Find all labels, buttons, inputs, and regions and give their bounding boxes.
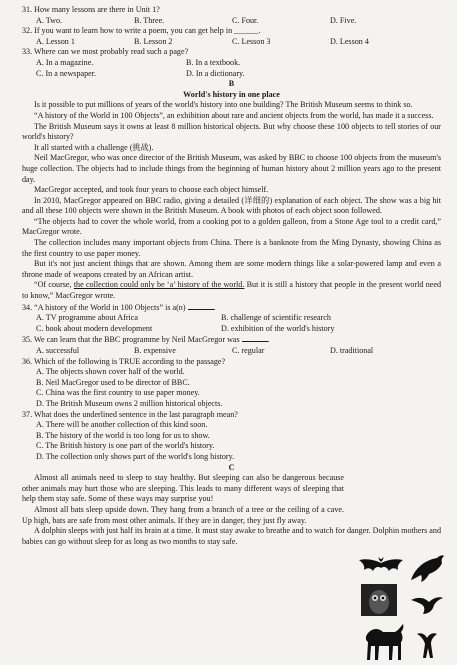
option-b[interactable]: B. Neil MacGregor used to be director of BBC. <box>36 377 190 387</box>
options <box>36 58 441 69</box>
question-stem: 36. Which of the following is TRUE according to the passage? <box>22 356 226 366</box>
section-c <box>22 463 441 548</box>
stem-text: 35. We can learn that the BBC programme by Neil MacGregor was <box>22 335 240 345</box>
option-c[interactable]: C. The British history is one part of the world's history. <box>36 441 215 451</box>
option-d[interactable]: D. The British Museum owns 2 million historical objects. <box>36 398 223 408</box>
option-a[interactable]: A. successful <box>36 346 80 355</box>
question-stem: 31. How many lessons are there in Unit 1? <box>22 5 160 14</box>
question-35 <box>22 334 441 356</box>
question-31 <box>22 0 441 26</box>
question-stem: 34. “A history of the World in 100 Objects” is a(n) . <box>22 302 216 312</box>
options <box>36 346 441 357</box>
question-stem: 33. Where can we most probably read such a page? <box>22 47 189 57</box>
text: But it is still a history that people in the present world need to know,” MacGregor wrote. <box>22 280 441 301</box>
option-c[interactable]: C. In a newspaper. <box>36 68 97 78</box>
option-a[interactable]: A. Two. <box>36 15 63 25</box>
options <box>36 69 441 80</box>
question-stem: 35. We can learn that the BBC programme by Neil MacGregor was . <box>22 335 270 345</box>
question-32 <box>22 26 441 47</box>
option-a[interactable]: A. The objects shown cover half of the world. <box>36 367 185 377</box>
option-a[interactable]: A. Lesson 1 <box>36 36 75 46</box>
options <box>36 37 441 48</box>
bat-icon <box>359 554 403 578</box>
answer-blank[interactable] <box>188 302 214 310</box>
horse-icon <box>359 622 407 662</box>
paragraph: A dolphin sleeps with just half its brain at a time. It must stay awake to breathe and to watch for danger. Dolphin mothers and babies can go without sleep for as long as two months to stay safe. <box>22 526 441 546</box>
paragraph-last <box>22 280 441 301</box>
underlined-sentence: the collection could only be ‘a’ history of the world. <box>73 280 245 290</box>
dolphin-icon <box>407 554 447 584</box>
option-c[interactable]: C. regular <box>232 346 265 355</box>
question-stem: 32. If you want to learn how to write a poem, you can get help in ______. <box>22 26 261 36</box>
option-b[interactable]: B. Three. <box>134 15 165 25</box>
option-c[interactable]: C. book about modern development <box>36 323 153 333</box>
question-37 <box>22 410 441 463</box>
paragraph: Neil MacGregor, who was once director of the British Museum, was asked by BBC to choose 100 objects from the museum's huge collection. The objects had to include things from the beginning of human history about 2 million years ago to the present day. <box>22 153 441 184</box>
paragraph: Almost all animals need to sleep to stay healthy. But sleeping can also be dangerous because other animals may hurt those who are sleeping. This leads to many different ways of sleeping that help them stay safe. Some of these ways may surprise you! <box>22 473 344 504</box>
option-d[interactable]: D. In a dictionary. <box>186 68 245 78</box>
stem-text: 34. “A history of the World in 100 Objects” is a(n) <box>22 302 186 312</box>
option-c[interactable]: C. China was the first country to use paper money. <box>36 388 200 398</box>
option-b[interactable]: B. The history of the world is too long for us to show. <box>36 430 210 440</box>
paragraph: Almost all bats sleep upside down. They hang from a branch of a tree or the ceiling of a cave. Up high, bats are safe from most other animals. If they are in danger, they just fly away. <box>22 504 344 525</box>
options <box>36 16 441 27</box>
owl-icon <box>361 584 397 616</box>
options <box>36 313 441 324</box>
bird-icon <box>409 588 445 618</box>
text: “Of course, <box>34 280 74 290</box>
paragraph: In 2010, MacGregor appeared on BBC radio, giving a detailed (详细的) explanation of each object. The show was a big hit and all these 100 objects were shown in the British Museum. A book with photos of each object soon followed. <box>22 195 441 216</box>
option-d[interactable]: D. traditional <box>330 346 374 355</box>
option-c[interactable]: C. Four. <box>232 15 259 25</box>
passage-title: World's history in one place <box>183 89 280 99</box>
options <box>36 420 441 462</box>
question-36 <box>22 357 441 410</box>
option-d[interactable]: D. exhibition of the world's history <box>221 323 335 333</box>
paragraph: MacGregor accepted, and took four years to choose each object himself. <box>34 185 269 195</box>
section-label: B <box>228 79 235 89</box>
option-a[interactable]: A. In a magazine. <box>36 57 94 67</box>
section-label: C <box>228 462 235 472</box>
options <box>36 367 441 409</box>
option-a[interactable]: A. There will be another collection of this kind soon. <box>36 420 208 430</box>
option-b[interactable]: B. Lesson 2 <box>134 36 173 46</box>
paragraph: “The objects had to cover the whole world, from a cooking pot to a golden galleon, from a Stone Age tool to a credit card,” MacGregor wrote. <box>22 216 441 237</box>
option-b[interactable]: B. In a textbook. <box>186 57 241 67</box>
answer-blank[interactable] <box>242 334 268 342</box>
paragraph: “A history of the World in 100 Objects”, an exhibition about rare and ancient objects from the world, has made it a success. <box>34 110 434 120</box>
question-33 <box>22 47 441 79</box>
paragraph: It all started with a challenge (挑战). <box>34 142 154 152</box>
question-stem: 37. What does the underlined sentence in the last paragraph mean? <box>22 409 238 419</box>
paragraph: The collection includes many important objects from China. There is a banknote from the Ming Dynasty, showing China as the first country to use paper money. <box>22 238 441 258</box>
option-a[interactable]: A. TV programme about Africa <box>36 313 138 323</box>
option-d[interactable]: D. The collection only shows part of the world's long history. <box>36 451 235 461</box>
options <box>36 324 441 335</box>
option-b[interactable]: B. expensive <box>134 346 176 355</box>
paragraph: But it's not just ancient things that are shown. Among them are some modern things like a solar-powered lamp and even a throne made of weapons created by an African artist. <box>22 259 441 279</box>
option-d[interactable]: D. Five. <box>330 15 357 25</box>
option-d[interactable]: D. Lesson 4 <box>330 36 369 46</box>
section-c-text <box>22 473 344 526</box>
option-c[interactable]: C. Lesson 3 <box>232 36 271 46</box>
option-b[interactable]: B. challenge of scientific research <box>221 313 331 323</box>
bird-icon <box>411 628 445 660</box>
question-34 <box>22 302 441 335</box>
paragraph: Is it possible to put millions of years of the world's history into one building? The British Museum seems to think so. <box>34 100 413 110</box>
section-b <box>22 79 441 301</box>
paragraph: The British Museum says it owns at least 8 million historical objects. But why choose these 100 objects to tell stories of our world's history? <box>22 121 441 142</box>
animal-pictures <box>359 554 447 662</box>
